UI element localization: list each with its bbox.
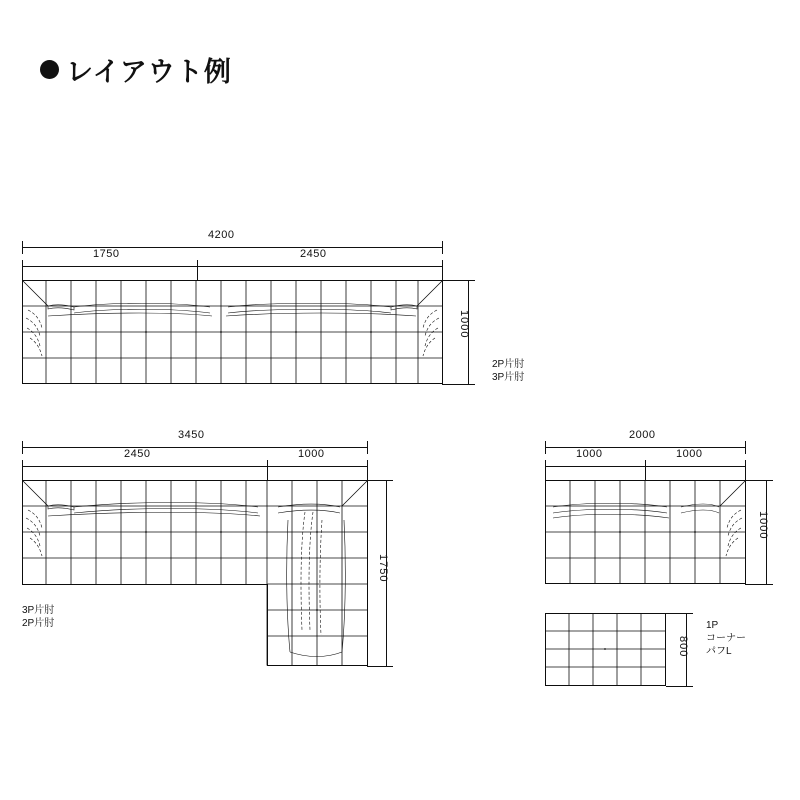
caption-left-1: 3P片肘 xyxy=(22,605,55,616)
dim-segment-right-2: 1000 xyxy=(676,448,703,460)
dim-tick xyxy=(745,441,746,454)
dim-segment-right-1: 1000 xyxy=(576,448,603,460)
caption-left-2: 2P片肘 xyxy=(22,618,55,629)
dim-overall-left: 3450 xyxy=(178,429,205,441)
extension-line xyxy=(666,686,693,687)
dim-tick xyxy=(22,241,23,254)
dim-line-segments-top xyxy=(22,266,442,267)
page-title xyxy=(40,50,232,89)
extension-line xyxy=(367,466,368,480)
dim-line-overall-right xyxy=(545,447,745,448)
caption-top-1: 2P片肘 xyxy=(492,359,525,370)
page-title-text: レイアウト例 xyxy=(66,57,232,87)
dim-tick xyxy=(545,441,546,454)
caption-ottoman-2: コーナー xyxy=(706,633,746,644)
dim-depth-top: 1000 xyxy=(458,310,470,339)
extension-line xyxy=(645,466,646,480)
caption-ottoman-1: 1P xyxy=(706,620,719,631)
caption-top-2: 3P片肘 xyxy=(492,372,525,383)
dim-segment-left-2: 1000 xyxy=(298,448,325,460)
sofa-top-drawing xyxy=(22,280,443,384)
sofa-left-l-drawing xyxy=(22,480,368,666)
extension-line xyxy=(267,466,268,480)
extension-line xyxy=(666,613,693,614)
dim-tick xyxy=(367,441,368,454)
dim-line-segments-left xyxy=(22,466,367,467)
extension-line xyxy=(545,466,546,480)
dim-overall-top: 4200 xyxy=(208,229,235,241)
extension-line xyxy=(197,266,198,280)
extension-line xyxy=(442,280,475,281)
extension-line xyxy=(745,584,773,585)
sofa-right-2p-drawing xyxy=(545,480,746,584)
ottoman-drawing xyxy=(545,613,666,686)
dim-tick xyxy=(442,241,443,254)
extension-line xyxy=(442,266,443,280)
extension-line xyxy=(367,666,393,667)
filled-circle-icon xyxy=(40,60,59,79)
dim-depth-ottoman: 800 xyxy=(677,636,689,658)
extension-line xyxy=(22,466,23,480)
extension-line xyxy=(745,466,746,480)
dim-depth-left: 1750 xyxy=(377,554,389,583)
dim-tick xyxy=(22,441,23,454)
extension-line xyxy=(442,384,475,385)
dim-segment-top-1: 1750 xyxy=(93,248,120,260)
extension-line xyxy=(22,266,23,280)
extension-line xyxy=(745,480,773,481)
dim-segment-left-1: 2450 xyxy=(124,448,151,460)
dim-line-overall-top xyxy=(22,247,442,248)
extension-line xyxy=(367,480,393,481)
dim-depth-right: 1000 xyxy=(757,511,769,540)
caption-ottoman-3: パフL xyxy=(706,646,732,657)
dim-segment-top-2: 2450 xyxy=(300,248,327,260)
dim-overall-right: 2000 xyxy=(629,429,656,441)
